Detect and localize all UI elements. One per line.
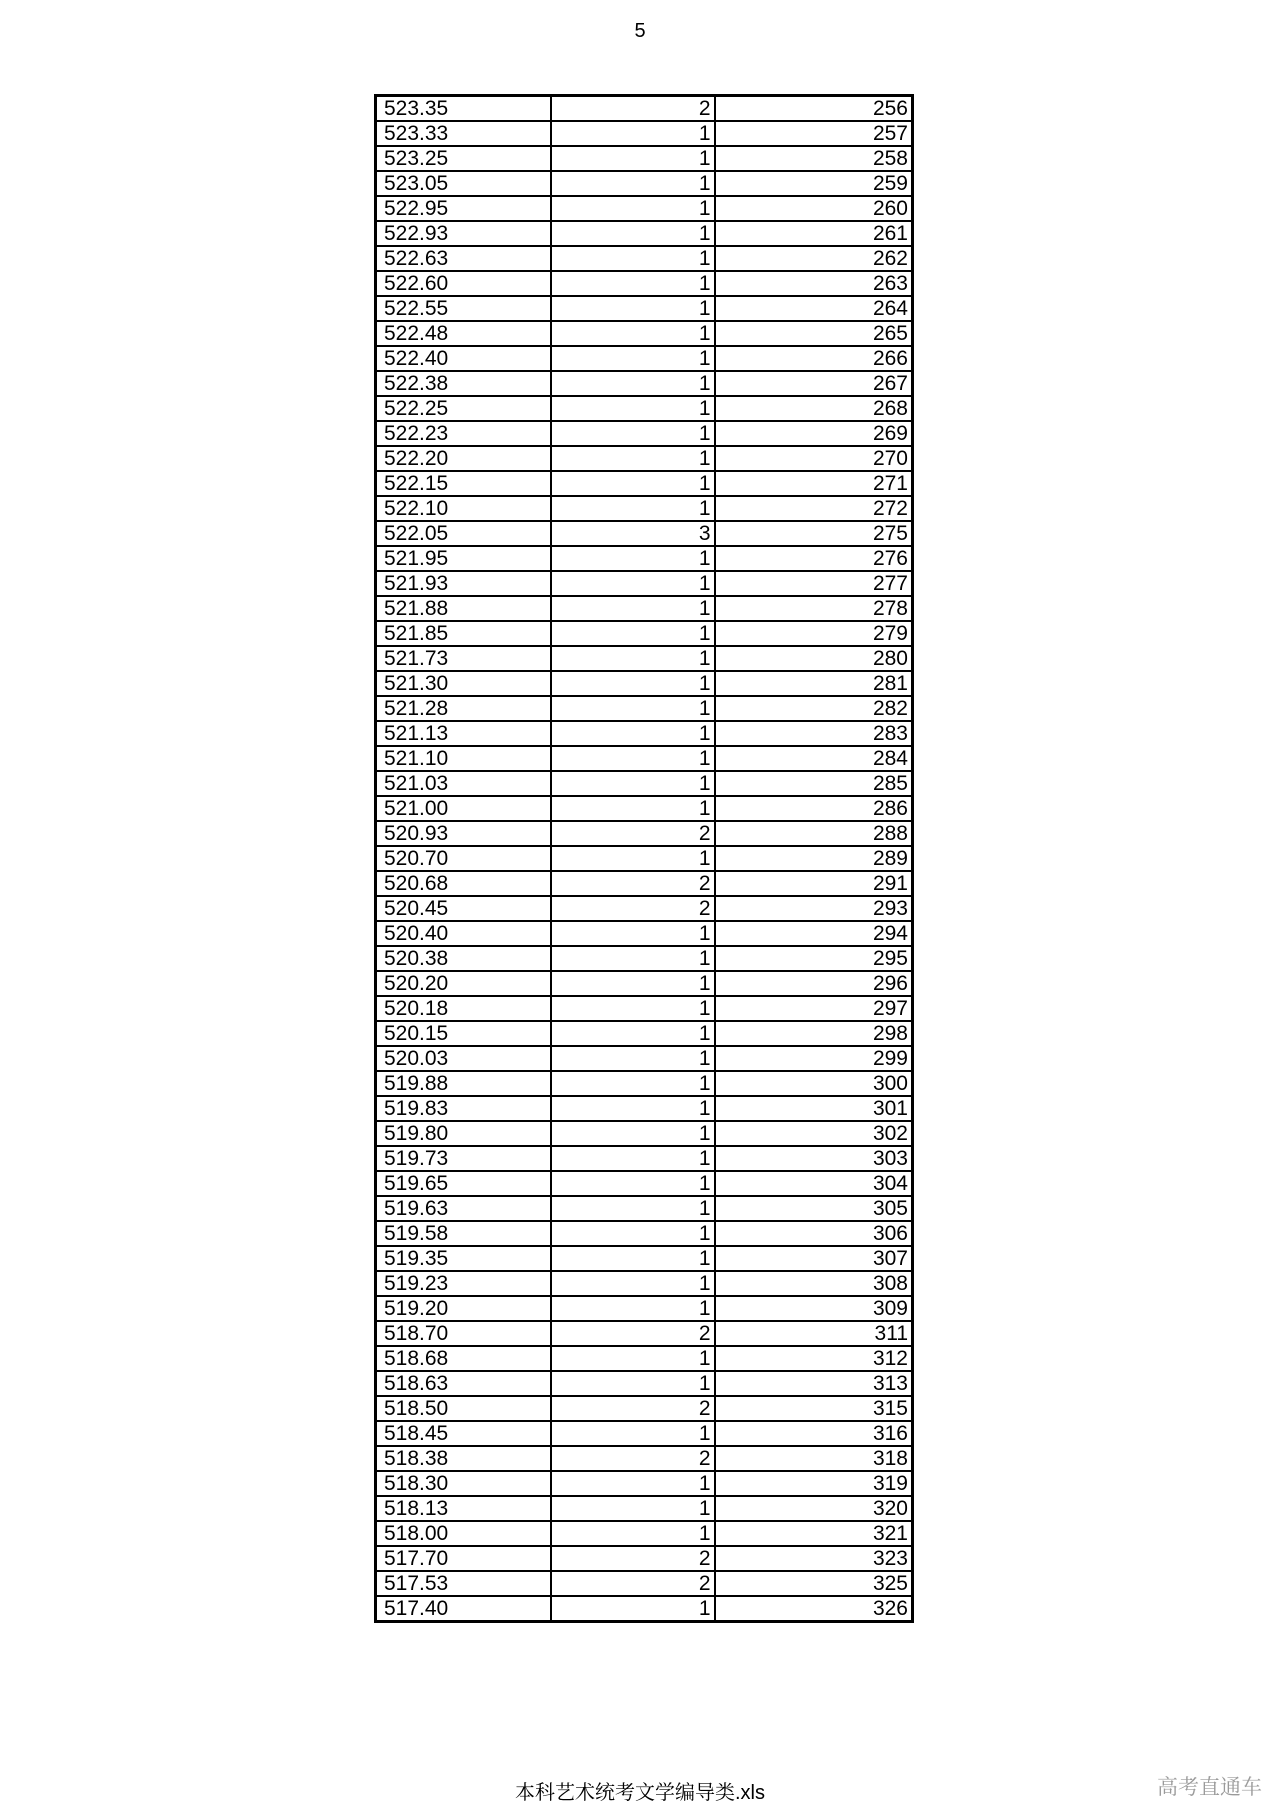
table-row	[376, 471, 913, 496]
cumulative-cell: 261	[715, 221, 913, 246]
table-row	[376, 796, 913, 821]
count-cell: 1	[551, 1496, 715, 1521]
table-row	[376, 1271, 913, 1296]
score-cell: 517.70	[376, 1546, 551, 1571]
cumulative-cell: 308	[715, 1271, 913, 1296]
score-cell: 518.70	[376, 1321, 551, 1346]
table-row	[376, 546, 913, 571]
cumulative-cell: 268	[715, 396, 913, 421]
score-cell: 522.55	[376, 296, 551, 321]
score-cell: 519.20	[376, 1296, 551, 1321]
count-cell: 2	[551, 871, 715, 896]
table-row	[376, 246, 913, 271]
table-row	[376, 921, 913, 946]
count-cell: 1	[551, 921, 715, 946]
table-row	[376, 1371, 913, 1396]
score-cell: 519.88	[376, 1071, 551, 1096]
table-row	[376, 521, 913, 546]
count-cell: 2	[551, 96, 715, 122]
cumulative-cell: 279	[715, 621, 913, 646]
table-row	[376, 396, 913, 421]
score-cell: 520.45	[376, 896, 551, 921]
score-table	[374, 94, 914, 1623]
cumulative-cell: 277	[715, 571, 913, 596]
cumulative-cell: 318	[715, 1446, 913, 1471]
cumulative-cell: 283	[715, 721, 913, 746]
count-cell: 1	[551, 671, 715, 696]
table-row	[376, 371, 913, 396]
table-row	[376, 1321, 913, 1346]
table-row	[376, 1121, 913, 1146]
cumulative-cell: 270	[715, 446, 913, 471]
table-row	[376, 1096, 913, 1121]
count-cell: 1	[551, 196, 715, 221]
cumulative-cell: 313	[715, 1371, 913, 1396]
cumulative-cell: 291	[715, 871, 913, 896]
score-cell: 518.30	[376, 1471, 551, 1496]
table-row	[376, 1396, 913, 1421]
score-cell: 523.05	[376, 171, 551, 196]
cumulative-cell: 304	[715, 1171, 913, 1196]
score-cell: 520.40	[376, 921, 551, 946]
cumulative-cell: 300	[715, 1071, 913, 1096]
score-cell: 519.58	[376, 1221, 551, 1246]
score-cell: 520.15	[376, 1021, 551, 1046]
score-cell: 519.35	[376, 1246, 551, 1271]
table-row	[376, 1521, 913, 1546]
count-cell: 1	[551, 446, 715, 471]
cumulative-cell: 257	[715, 121, 913, 146]
cumulative-cell: 326	[715, 1596, 913, 1622]
score-cell: 520.18	[376, 996, 551, 1021]
score-cell: 519.65	[376, 1171, 551, 1196]
table-row	[376, 1596, 913, 1622]
score-cell: 520.93	[376, 821, 551, 846]
cumulative-cell: 263	[715, 271, 913, 296]
score-cell: 519.23	[376, 1271, 551, 1296]
cumulative-cell: 321	[715, 1521, 913, 1546]
count-cell: 1	[551, 971, 715, 996]
score-cell: 521.13	[376, 721, 551, 746]
table-row	[376, 1021, 913, 1046]
count-cell: 1	[551, 1196, 715, 1221]
table-row	[376, 146, 913, 171]
score-cell: 520.20	[376, 971, 551, 996]
cumulative-cell: 267	[715, 371, 913, 396]
count-cell: 1	[551, 571, 715, 596]
cumulative-cell: 316	[715, 1421, 913, 1446]
cumulative-cell: 303	[715, 1146, 913, 1171]
score-cell: 521.28	[376, 696, 551, 721]
count-cell: 2	[551, 1571, 715, 1596]
table-row	[376, 1171, 913, 1196]
table-row	[376, 596, 913, 621]
table-row	[376, 871, 913, 896]
count-cell: 1	[551, 1071, 715, 1096]
count-cell: 1	[551, 121, 715, 146]
cumulative-cell: 293	[715, 896, 913, 921]
count-cell: 1	[551, 321, 715, 346]
cumulative-cell: 315	[715, 1396, 913, 1421]
score-cell: 522.40	[376, 346, 551, 371]
table-row	[376, 1246, 913, 1271]
score-cell: 518.38	[376, 1446, 551, 1471]
table-row	[376, 946, 913, 971]
table-row	[376, 671, 913, 696]
table-row	[376, 271, 913, 296]
count-cell: 1	[551, 471, 715, 496]
cumulative-cell: 295	[715, 946, 913, 971]
cumulative-cell: 296	[715, 971, 913, 996]
score-cell: 521.73	[376, 646, 551, 671]
table-row	[376, 1221, 913, 1246]
count-cell: 2	[551, 896, 715, 921]
table-row	[376, 121, 913, 146]
count-cell: 1	[551, 546, 715, 571]
count-cell: 3	[551, 521, 715, 546]
cumulative-cell: 285	[715, 771, 913, 796]
count-cell: 1	[551, 171, 715, 196]
score-cell: 522.63	[376, 246, 551, 271]
table-row	[376, 646, 913, 671]
cumulative-cell: 272	[715, 496, 913, 521]
count-cell: 1	[551, 696, 715, 721]
cumulative-cell: 288	[715, 821, 913, 846]
table-row	[376, 1346, 913, 1371]
table-row	[376, 421, 913, 446]
count-cell: 2	[551, 1396, 715, 1421]
table-row	[376, 171, 913, 196]
table-row	[376, 496, 913, 521]
score-cell: 517.53	[376, 1571, 551, 1596]
score-cell: 519.83	[376, 1096, 551, 1121]
table-row	[376, 1496, 913, 1521]
score-cell: 523.35	[376, 96, 551, 122]
cumulative-cell: 275	[715, 521, 913, 546]
cumulative-cell: 309	[715, 1296, 913, 1321]
cumulative-cell: 289	[715, 846, 913, 871]
count-cell: 1	[551, 221, 715, 246]
table-row	[376, 571, 913, 596]
count-cell: 1	[551, 1521, 715, 1546]
score-cell: 522.20	[376, 446, 551, 471]
cumulative-cell: 301	[715, 1096, 913, 1121]
count-cell: 1	[551, 1121, 715, 1146]
count-cell: 1	[551, 1096, 715, 1121]
count-cell: 1	[551, 1296, 715, 1321]
table-row	[376, 1146, 913, 1171]
cumulative-cell: 297	[715, 996, 913, 1021]
score-cell: 520.70	[376, 846, 551, 871]
count-cell: 1	[551, 246, 715, 271]
cumulative-cell: 278	[715, 596, 913, 621]
table-row	[376, 1421, 913, 1446]
count-cell: 1	[551, 346, 715, 371]
table-row	[376, 221, 913, 246]
count-cell: 1	[551, 621, 715, 646]
count-cell: 1	[551, 1221, 715, 1246]
table-row	[376, 771, 913, 796]
cumulative-cell: 269	[715, 421, 913, 446]
cumulative-cell: 258	[715, 146, 913, 171]
cumulative-cell: 325	[715, 1571, 913, 1596]
count-cell: 1	[551, 296, 715, 321]
cumulative-cell: 299	[715, 1046, 913, 1071]
count-cell: 1	[551, 846, 715, 871]
score-cell: 522.48	[376, 321, 551, 346]
count-cell: 1	[551, 996, 715, 1021]
score-cell: 519.73	[376, 1146, 551, 1171]
count-cell: 1	[551, 746, 715, 771]
score-cell: 521.10	[376, 746, 551, 771]
cumulative-cell: 320	[715, 1496, 913, 1521]
table-row	[376, 1471, 913, 1496]
cumulative-cell: 265	[715, 321, 913, 346]
cumulative-cell: 259	[715, 171, 913, 196]
table-row	[376, 1446, 913, 1471]
score-cell: 522.38	[376, 371, 551, 396]
cumulative-cell: 264	[715, 296, 913, 321]
cumulative-cell: 306	[715, 1221, 913, 1246]
cumulative-cell: 281	[715, 671, 913, 696]
table-row	[376, 721, 913, 746]
score-cell: 521.03	[376, 771, 551, 796]
cumulative-cell: 282	[715, 696, 913, 721]
score-cell: 518.68	[376, 1346, 551, 1371]
cumulative-cell: 271	[715, 471, 913, 496]
score-cell: 518.00	[376, 1521, 551, 1546]
table-row	[376, 971, 913, 996]
cumulative-cell: 276	[715, 546, 913, 571]
count-cell: 1	[551, 271, 715, 296]
cumulative-cell: 256	[715, 96, 913, 122]
table-row	[376, 1071, 913, 1096]
count-cell: 1	[551, 1246, 715, 1271]
table-row	[376, 196, 913, 221]
count-cell: 1	[551, 721, 715, 746]
cumulative-cell: 307	[715, 1246, 913, 1271]
score-cell: 521.93	[376, 571, 551, 596]
count-cell: 1	[551, 1371, 715, 1396]
score-cell: 518.13	[376, 1496, 551, 1521]
score-cell: 521.95	[376, 546, 551, 571]
score-cell: 518.45	[376, 1421, 551, 1446]
cumulative-cell: 266	[715, 346, 913, 371]
table-row	[376, 1571, 913, 1596]
score-cell: 520.38	[376, 946, 551, 971]
table-row	[376, 621, 913, 646]
score-cell: 522.60	[376, 271, 551, 296]
table-row	[376, 746, 913, 771]
count-cell: 1	[551, 946, 715, 971]
cumulative-cell: 311	[715, 1321, 913, 1346]
score-cell: 522.05	[376, 521, 551, 546]
cumulative-cell: 286	[715, 796, 913, 821]
cumulative-cell: 302	[715, 1121, 913, 1146]
score-cell: 523.25	[376, 146, 551, 171]
cumulative-cell: 319	[715, 1471, 913, 1496]
table-row	[376, 446, 913, 471]
count-cell: 2	[551, 1446, 715, 1471]
cumulative-cell: 284	[715, 746, 913, 771]
score-cell: 522.23	[376, 421, 551, 446]
count-cell: 1	[551, 771, 715, 796]
score-cell: 519.80	[376, 1121, 551, 1146]
cumulative-cell: 298	[715, 1021, 913, 1046]
score-cell: 518.63	[376, 1371, 551, 1396]
cumulative-cell: 280	[715, 646, 913, 671]
count-cell: 1	[551, 596, 715, 621]
score-cell: 522.25	[376, 396, 551, 421]
score-cell: 520.68	[376, 871, 551, 896]
count-cell: 1	[551, 1171, 715, 1196]
score-cell: 521.30	[376, 671, 551, 696]
cumulative-cell: 260	[715, 196, 913, 221]
count-cell: 1	[551, 1346, 715, 1371]
table-row	[376, 96, 913, 122]
count-cell: 1	[551, 421, 715, 446]
page-number: 5	[634, 20, 646, 42]
cumulative-cell: 262	[715, 246, 913, 271]
score-cell: 517.40	[376, 1596, 551, 1622]
count-cell: 1	[551, 1021, 715, 1046]
count-cell: 1	[551, 1596, 715, 1622]
count-cell: 2	[551, 821, 715, 846]
table-row	[376, 696, 913, 721]
count-cell: 1	[551, 646, 715, 671]
score-cell: 520.03	[376, 1046, 551, 1071]
score-cell: 521.88	[376, 596, 551, 621]
count-cell: 2	[551, 1546, 715, 1571]
table-body	[376, 96, 913, 1622]
count-cell: 1	[551, 1271, 715, 1296]
watermark-text: 高考直通车	[1157, 1776, 1262, 1799]
table-row	[376, 846, 913, 871]
score-cell: 523.33	[376, 121, 551, 146]
table-row	[376, 896, 913, 921]
count-cell: 1	[551, 796, 715, 821]
count-cell: 1	[551, 1146, 715, 1171]
score-cell: 522.95	[376, 196, 551, 221]
footer-filename: 本科艺术统考文学编导类.xls	[515, 1782, 765, 1804]
table-row	[376, 346, 913, 371]
count-cell: 2	[551, 1321, 715, 1346]
count-cell: 1	[551, 1421, 715, 1446]
count-cell: 1	[551, 146, 715, 171]
count-cell: 1	[551, 396, 715, 421]
count-cell: 1	[551, 1471, 715, 1496]
score-cell: 522.10	[376, 496, 551, 521]
score-cell: 522.93	[376, 221, 551, 246]
table-row	[376, 821, 913, 846]
cumulative-cell: 312	[715, 1346, 913, 1371]
cumulative-cell: 323	[715, 1546, 913, 1571]
score-cell: 522.15	[376, 471, 551, 496]
table-row	[376, 321, 913, 346]
table-row	[376, 996, 913, 1021]
score-cell: 518.50	[376, 1396, 551, 1421]
table-row	[376, 1296, 913, 1321]
count-cell: 1	[551, 371, 715, 396]
table-row	[376, 296, 913, 321]
count-cell: 1	[551, 1046, 715, 1071]
cumulative-cell: 294	[715, 921, 913, 946]
score-cell: 519.63	[376, 1196, 551, 1221]
cumulative-cell: 305	[715, 1196, 913, 1221]
count-cell: 1	[551, 496, 715, 521]
table-row	[376, 1196, 913, 1221]
table-row	[376, 1046, 913, 1071]
table-row	[376, 1546, 913, 1571]
score-cell: 521.00	[376, 796, 551, 821]
score-cell: 521.85	[376, 621, 551, 646]
